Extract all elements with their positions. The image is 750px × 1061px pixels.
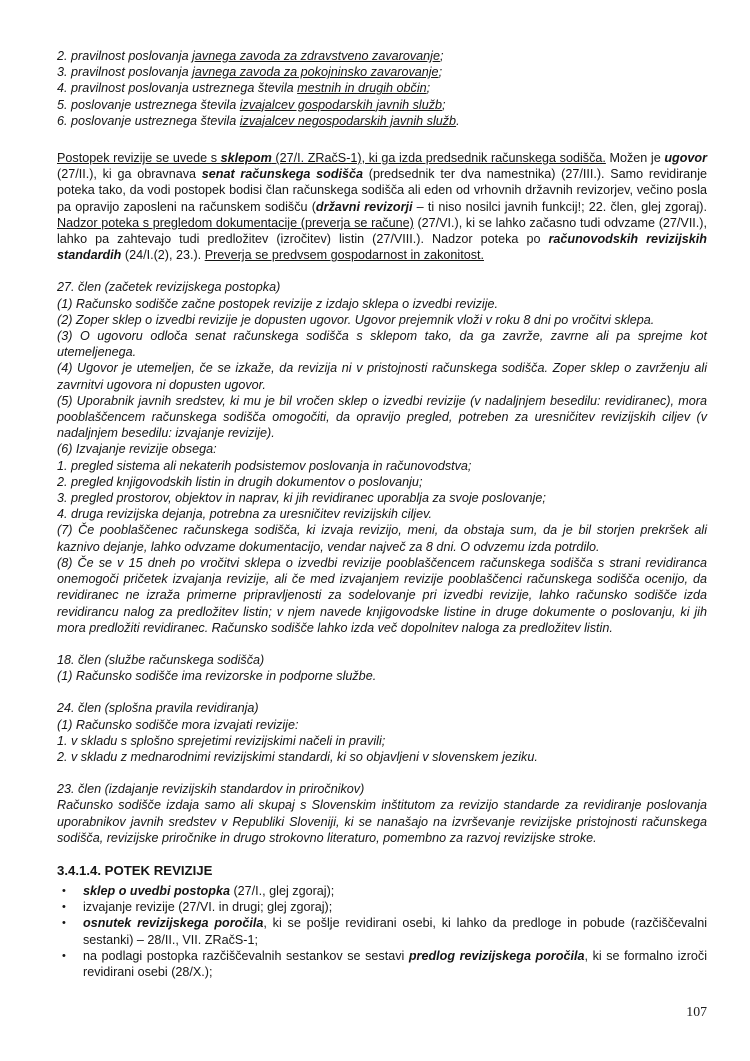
article-27-clause-1: (1) Računsko sodišče začne postopek revizije z izdajo sklepa o izvedbi revizije. (57, 296, 498, 311)
article-24-sub-2: 2. v skladu z mednarodnimi revizijskimi standardi, ki so objavljeni v slovenskem jeziku. (57, 749, 538, 764)
article-27-clause-2: (2) Zoper sklep o izvedbi revizije je dopusten ugovor. Ugovor prejemnik vloži v roku 8 dni po vročitvi sklepa. (57, 312, 655, 327)
article-23-title: 23. člen (izdajanje revizijskih standardov in priročnikov) (57, 782, 365, 797)
scope-item-2: 2. pravilnost poslovanja javnega zavoda za zdravstveno zavarovanje; (57, 49, 444, 63)
article-24-clause-1: (1) Računsko sodišče mora izvajati revizije: (57, 717, 299, 732)
bullet-item (57, 899, 707, 915)
article-27-clause-5: (5) Uporabnik javnih sredstev, ki mu je bil vročen sklep o izvedbi revizije (v nadaljnjem besedilu: revidiranec), mora pooblaščencem računskega sodišča omogočiti, da opravijo pregled, potreben za uresničitev revizijskih ciljev (v nadaljnjem besedilu: izvajanje revizije). (57, 393, 707, 441)
scope-item-5: 5. poslovanje ustreznega števila izvajalcev gospodarskih javnih služb; (57, 97, 446, 112)
article-23-body: Računsko sodišče izdaja samo ali skupaj s Slovenskim inštitutom za revizijo standarde za revidiranje poslovanja uporabnikov javnih sredstev v Republiki Sloveniji, ki se nanašajo na izvrševanje revizijske pristojnosti računskega sodišča, revizijske priročnike in drugo strokovno literaturo, pomembno za razvoj revizijske stroke. (57, 798, 707, 845)
bullet-text: na podlagi postopka razčiščevalnih sestankov se sestavi predlog revizijskega poročila, ki se formalno izroči revidirani osebi (28/X.); (83, 948, 707, 979)
bullet-text: izvajanje revizije (27/VI. in drugi; glej zgoraj); (83, 900, 333, 915)
page-number: 107 (686, 1004, 707, 1019)
article-18-title: 18. člen (službe računskega sodišča) (57, 652, 265, 667)
article-27-sub-3: 3. pregled prostorov, objektov in naprav, ki jih revidiranec uporablja za svoje poslovanje; (57, 491, 546, 506)
bullet-icon: • (62, 949, 66, 962)
bullet-icon: • (62, 901, 66, 914)
bullet-item (57, 948, 707, 980)
article-27-sub-2: 2. pregled knjigovodskih listin in drugih dokumentov o poslovanju; (57, 474, 423, 489)
article-27-clause-8: (8) Če se v 15 dneh po vročitvi sklepa o izvedbi revizije pooblaščencem računskega sodišča s strani revidiranca onemogoči pričetek izvajanja revizije, ali če med izvajanjem revizije pooblaščenci računskega sodišča ocenijo, da revidiranec ne izraža primerne pripravljenosti za sodelovanje pri izvedbi revizije, lahko računsko sodišče izda revidirancu nalog za predložitev listin; v njem navede knjigovodske listine in druge dokumente o poslovanju, ki jih mora predložiti revidiranec. Računsko sodišče lahko izda več dopolnitev naloga za predložitev listin. (57, 555, 707, 635)
bullet-item (57, 883, 707, 899)
article-18-clause-1: (1) Računsko sodišče ima revizorske in podporne službe. (57, 669, 377, 684)
article-27-clause-3: (3) O ugovoru odloča senat računskega sodišča s sklepom tako, da ga zavrže, zavrne ali pa sprejme kot utemeljenega. (57, 329, 707, 360)
article-27-sub-1: 1. pregled sistema ali nekaterih podsistemov poslovanja in računovodstva; (57, 458, 472, 473)
article-24 (57, 700, 707, 765)
bullet-text: sklep o uvedbi postopka (27/I., glej zgoraj); (83, 883, 335, 898)
scope-item-4: 4. pravilnost poslovanja ustreznega števila mestnih in drugih občin; (57, 81, 431, 96)
article-24-title: 24. člen (splošna pravila revidiranja) (57, 701, 259, 716)
bullet-icon: • (62, 917, 66, 930)
document-page (57, 48, 707, 980)
scope-item-3: 3. pravilnost poslovanja javnega zavoda za pokojninsko zavarovanje; (57, 65, 443, 80)
bullet-item (57, 915, 707, 947)
article-27-clause-4: (4) Ugovor je utemeljen, če se izkaže, da revizija ni v pristojnosti računskega sodišča. Zoper sklep o zavrženju ali zavrnitvi ugovora ni dopusten ugovor. (57, 361, 707, 392)
article-24-sub-1: 1. v skladu s splošno sprejetimi revizijskimi načeli in pravili; (57, 733, 386, 748)
procedure-paragraph: Postopek revizije se uvede s sklepom (27/I. ZRačS-1), ki ga izda predsednik računskega sodišča. Možen je ugovor (27/II.), ki ga obravnava senat računskega sodišča (predsednik ter dva namestnika) (27/III.). Samo revidiranje poteka tako, da vodi postopek bodisi član računskega sodišča ali eden od vrhovnih državnih revizorjev, večino posla pa opravijo zaposleni na računskem sodišču (državni revizorji – ti niso nosilci javnih funkcij!; 22. člen, glej zgoraj). Nadzor poteka s pregledom dokumentacije (preverja se račune) (27/VI.), ki se lahko začasno tudi odvzame (27/VII.), lahko pa zahtevajo tudi predložitev (izročitev) listin (27/VIII.). Nadzor poteka po računovodskih revizijskih standardih (24/I.(2), 23.). Preverja se predvsem gospodarnost in zakonitost. (57, 151, 708, 263)
bullet-icon: • (62, 884, 66, 897)
bullet-text: osnutek revizijskega poročila, ki se pošlje revidirani osebi, ki lahko da predloge in pobude (razčiščevalni sestanki) – 28/II., VII. ZRačS-1; (83, 916, 707, 947)
article-27-title: 27. člen (začetek revizijskega postopka) (57, 280, 281, 295)
process-bullet-list (57, 883, 707, 980)
article-27-clause-6: (6) Izvajanje revizije obsega: (57, 442, 217, 457)
article-23 (57, 781, 707, 846)
article-18 (57, 652, 707, 684)
scope-item-6: 6. poslovanje ustreznega števila izvajalcev negospodarskih javnih služb. (57, 113, 460, 128)
section-heading: 3.4.1.4. POTEK REVIZIJE (57, 862, 213, 878)
article-27-clause-7: (7) Če pooblaščenec računskega sodišča, ki izvaja revizijo, meni, da obstaja sum, da je bil storjen prekršek ali kaznivo dejanje, lahko odvzame dokumentacijo, vendar največ za 8 dni. O odvzemu izda potrdilo. (57, 523, 707, 554)
audit-scope-list (57, 48, 707, 129)
article-27 (57, 279, 707, 635)
article-27-sub-4: 4. druga revizijska dejanja, potrebna za uresničitev revizijskih ciljev. (57, 507, 432, 522)
